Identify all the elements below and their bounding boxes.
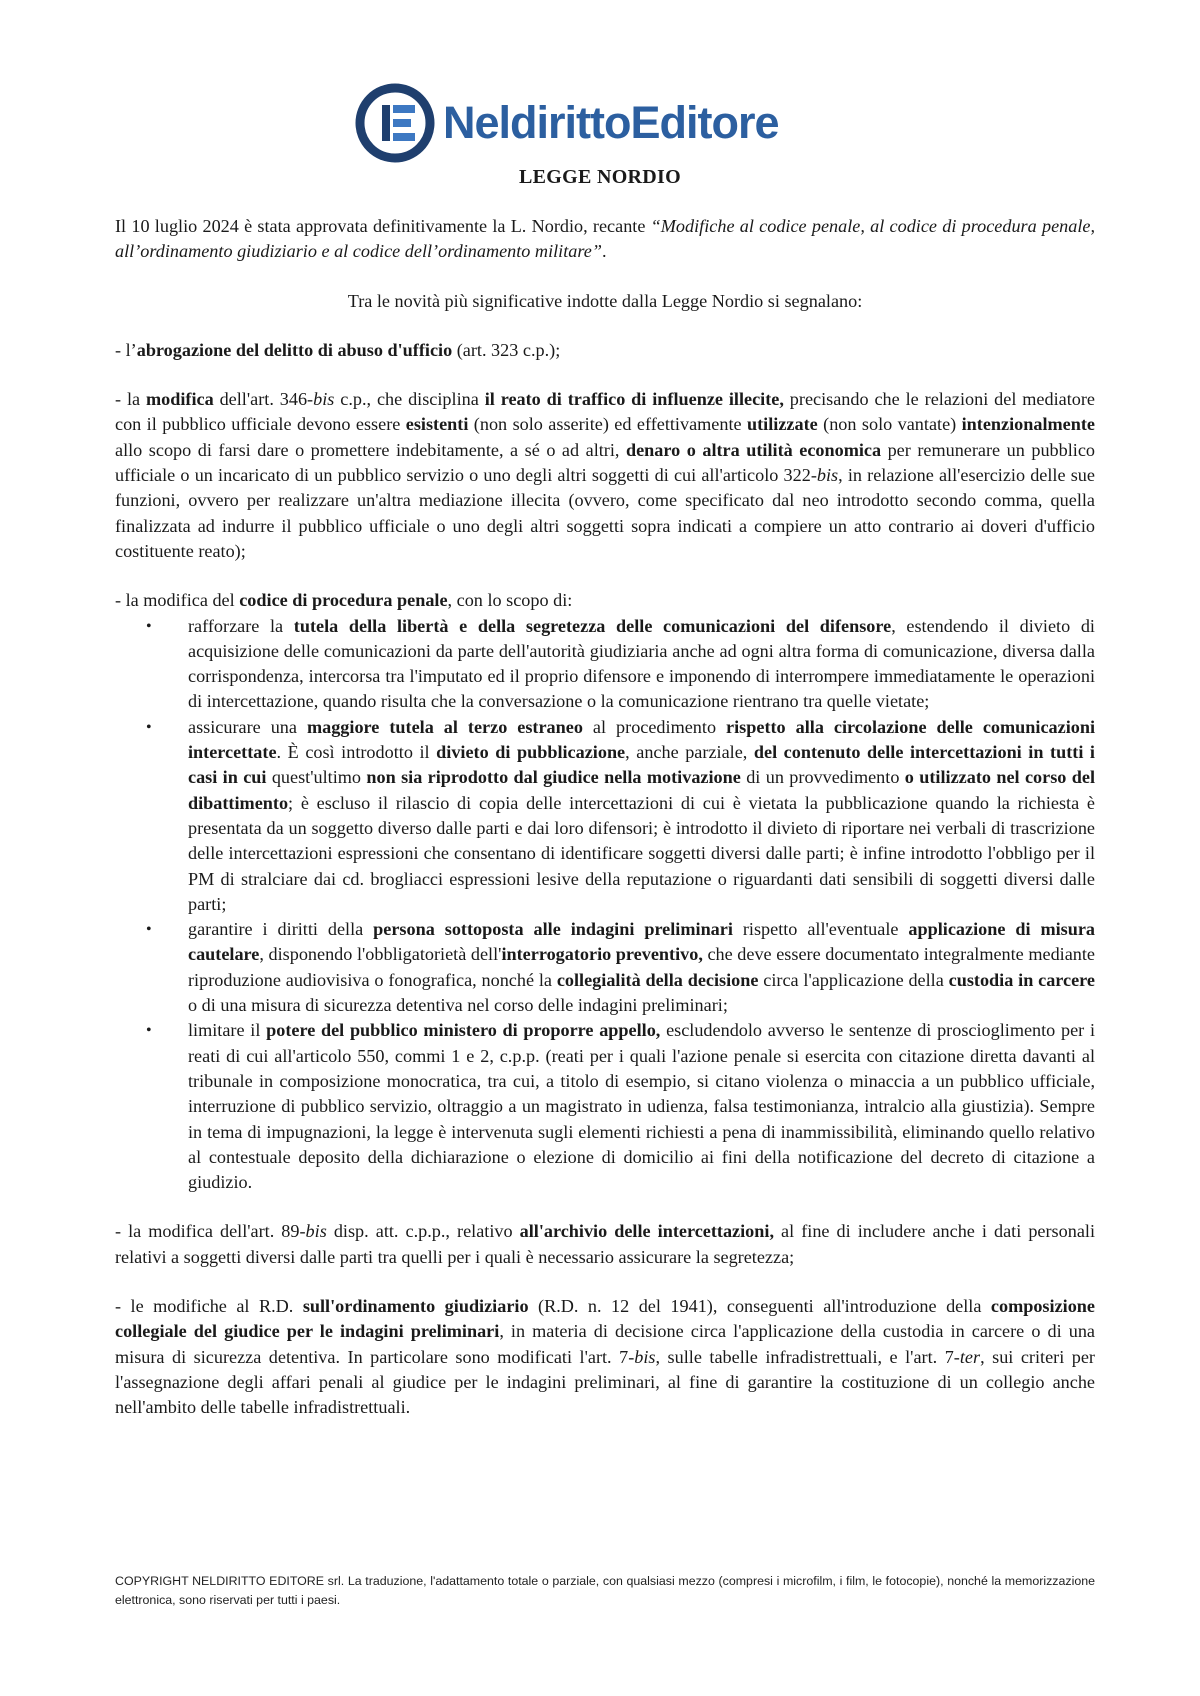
rd-paragraph: - le modifiche al R.D. sull'ordinamento giudiziario (R.D. n. 12 del 1941), conseguenti all'introduzione della composizione collegiale del giudice per le indagini preliminari, in materia di decisione circa l'applicazione della custodia in carcere o di una misura di sicurezza detentiva. In particolare sono modificati l'art. 7-bis, sulle tabelle infradistrettuali, e l'art. 7-ter, sui criteri per l'assegnazione degli affari penali al giudice per le indagini preliminari, al fine di garantire la costituzione di un collegio anche nell'ambito delle tabelle infradistrettuali. [115, 1295, 1095, 1418]
copyright-footer: COPYRIGHT NELDIRITTO EDITORE srl. La traduzione, l'adattamento totale o parziale, con qualsiasi mezzo (compresi i microfilm, i film, le fotocopie), nonché la memorizzazione elettronica, sono riservati per tutti i paesi. [115, 1574, 1095, 1607]
page-title: LEGGE NORDIO [519, 166, 681, 188]
cpp-bullet-list [115, 614, 1095, 1196]
logo-wordmark: NeldirittoEditore [443, 96, 779, 148]
bullet-icon: • [146, 718, 152, 736]
abuso-paragraph: - l’abrogazione del delitto di abuso d'ufficio (art. 323 c.p.); [115, 339, 561, 360]
bullet-icon: • [146, 1022, 152, 1040]
lead-paragraph: Tra le novità più significative indotte dalla Legge Nordio si segnalano: [347, 290, 863, 311]
cpp-paragraph: - la modifica del codice di procedura penale, con lo scopo di: [115, 590, 573, 611]
bullet-icon: • [146, 617, 152, 635]
list-item: • limitare il potere del pubblico ministero di proporre appello, escludendolo avverso le sentenze di proscioglimento per i reati di cui all'articolo 550, commi 1 e 2, c.p.p. (reati per i quali l'azione penale si esercita con citazione diretta davanti al tribunale in composizione monocratica, tra cui, a titolo di esempio, si citano violenza o minaccia a un pubblico ufficiale, interruzione di pubblico servizio, oltraggio a un magistrato in udienza, falsa testimonianza, intralcio alla giustizia). Sempre in tema di impugnazioni, la legge è intervenuta sugli elementi richiesti a pena di inammissibilità, eliminando quello relativo al contestuale deposito della dichiarazione o elezione di domicilio ai fini della notificazione del decreto di citazione a giudizio. [146, 1020, 1095, 1193]
ne-logo-icon [355, 83, 435, 163]
archivio-paragraph: - la modifica dell'art. 89-bis disp. att. c.p.p., relativo all'archivio delle intercettazioni, al fine di includere anche i dati personali relativi a soggetti diversi dalle parti tra quelli per i quali è necessario assicurare la segretezza; [115, 1221, 1096, 1267]
publisher-logo [355, 80, 855, 165]
bullet-icon: • [146, 921, 152, 939]
list-item: • garantire i diritti della persona sottoposta alle indagini preliminari rispetto all'eventuale applicazione di misura cautelare, disponendo l'obbligatorietà dell'interrogatorio preventivo, che deve essere documentato integralmente mediante riproduzione audiovisiva o fonografica, nonché la collegialità della decisione circa l'applicazione della custodia in carcere o di una misura di sicurezza detentiva nel corso delle indagini preliminari; [146, 919, 1096, 1016]
document-body [115, 214, 1095, 1444]
list-item: • assicurare una maggiore tutela al terzo estraneo al procedimento rispetto alla circolazione delle comunicazioni intercettate. È così introdotto il divieto di pubblicazione, anche parziale, del contenuto delle intercettazioni in tutti i casi in cui quest'ultimo non sia riprodotto dal giudice nella motivazione di un provvedimento o utilizzato nel corso del dibattimento; è escluso il rilascio di copia delle intercettazioni di cui è vietata la pubblicazione quando la richiesta è presentata da un soggetto diverso dalle parti e dai loro difensori; è introdotto il divieto di riportare nei verbali di trascrizione delle intercettazioni espressioni che consentano di identificare soggetti diversi dalle parti; è infine introdotto l'obbligo per il PM di stralciare dai cd. brogliacci espressioni lesive della reputazione o riguardanti dati sensibili di soggetti diversi dalle parti; [146, 716, 1096, 914]
traffico-paragraph: - la modifica dell'art. 346-bis c.p., che disciplina il reato di traffico di influenze illecite, precisando che le relazioni del mediatore con il pubblico ufficiale devono essere esistenti (non solo asserite) ed effettivamente utilizzate (non solo vantate) intenzionalmente allo scopo di farsi dare o promettere indebitamente, a sé o ad altri, denaro o altra utilità economica per remunerare un pubblico ufficiale o un incaricato di un pubblico servizio o uno degli altri soggetti di cui all'articolo 322-bis, in relazione all'esercizio delle sue funzioni, ovvero per realizzare un'altra mediazione illecita (ovvero, come specificato dal neo introdotto secondo comma, quella finalizzata ad indurre il pubblico ufficiale o uno degli altri soggetti sopra indicati a compiere un atto contrario ai doveri d'ufficio costituente reato); [115, 389, 1095, 561]
intro-paragraph: Il 10 luglio 2024 è stata approvata definitivamente la L. Nordio, recante “Modifiche al codice penale, al codice di procedura penale, all’ordinamento giudiziario e al codice dell’ordinamento militare”. [115, 216, 1096, 262]
list-item: • rafforzare la tutela della libertà e della segretezza delle comunicazioni del difensore, estendendo il divieto di acquisizione delle comunicazioni da parte dell'autorità giudiziaria anche ad ogni altra forma di comunicazione, diversa dalla corrispondenza, intercorsa tra l'imputato ed il proprio difensore e imponendo di interrompere immediatamente le operazioni di intercettazione, quando risulta che la conversazione o la comunicazione rientrano tra quelle vietate; [146, 615, 1095, 712]
